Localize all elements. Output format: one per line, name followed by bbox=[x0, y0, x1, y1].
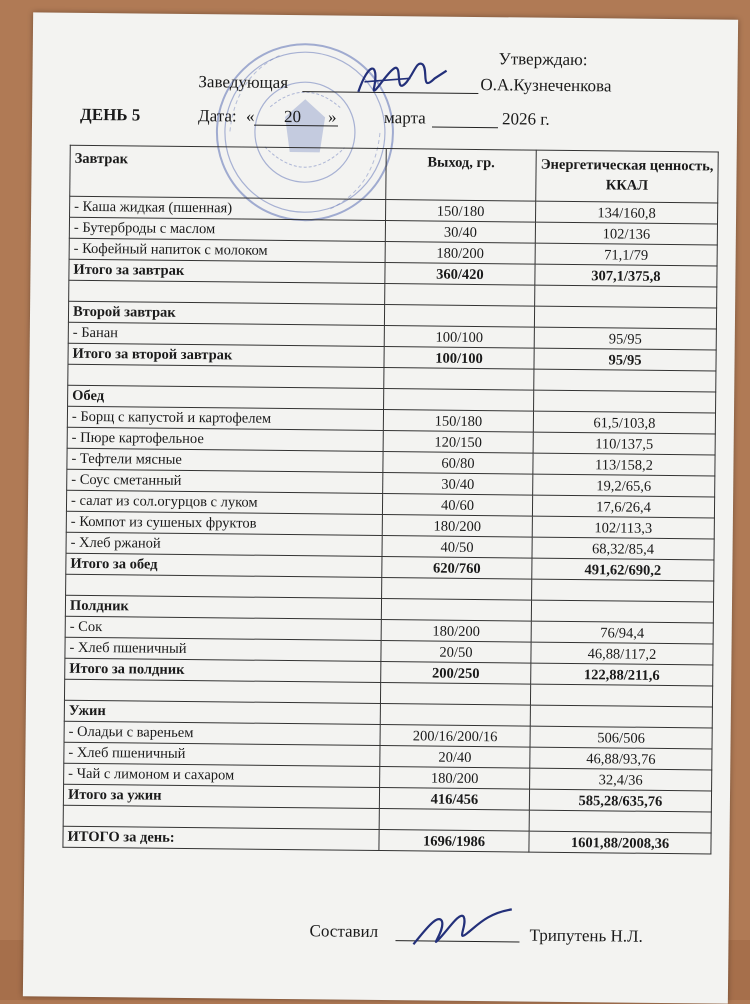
meal-item-cell: Итого за второй завтрак bbox=[68, 343, 384, 367]
meal-item-cell: Итого за ужин bbox=[63, 784, 379, 808]
energy-cell bbox=[534, 369, 716, 392]
date-label: Дата: bbox=[197, 106, 237, 126]
output-cell: 150/180 bbox=[383, 410, 533, 433]
meal-item-cell: Ужин bbox=[64, 700, 380, 724]
output-cell: 100/100 bbox=[384, 347, 534, 370]
energy-cell: 134/160,8 bbox=[536, 201, 718, 224]
meal-item-cell: - Банан bbox=[68, 322, 384, 346]
energy-cell: 102/113,3 bbox=[532, 516, 714, 539]
head-signature-icon bbox=[350, 52, 451, 113]
table-header-row bbox=[70, 145, 718, 203]
column-header-meal: Завтрак bbox=[70, 145, 387, 199]
output-cell bbox=[384, 389, 534, 412]
composer-name: Трипутень Н.Л. bbox=[529, 925, 643, 946]
output-cell: 30/40 bbox=[383, 473, 533, 496]
energy-cell bbox=[532, 579, 714, 602]
energy-cell: 113/158,2 bbox=[533, 453, 715, 476]
meal-item-cell: - салат из сол.огурцов с луком bbox=[66, 490, 382, 514]
energy-cell: 585,28/635,76 bbox=[529, 789, 711, 812]
energy-cell bbox=[529, 810, 711, 833]
energy-cell bbox=[534, 390, 716, 413]
energy-cell: 68,32/85,4 bbox=[532, 537, 714, 560]
energy-cell: 122,88/211,6 bbox=[531, 663, 713, 686]
meal-item-cell: - Каша жидкая (пшенная) bbox=[70, 196, 386, 220]
date-month: марта bbox=[383, 108, 426, 128]
energy-cell bbox=[530, 684, 712, 707]
energy-cell: 102/136 bbox=[535, 222, 717, 245]
energy-cell: 46,88/117,2 bbox=[531, 642, 713, 665]
day-label: ДЕНЬ 5 bbox=[80, 104, 141, 125]
meal-item-cell: Итого за обед bbox=[66, 553, 382, 577]
output-cell: 200/16/200/16 bbox=[380, 725, 530, 748]
date-month-line bbox=[432, 127, 498, 129]
output-cell: 40/50 bbox=[382, 536, 532, 559]
approve-label: Утверждаю: bbox=[498, 49, 588, 70]
meal-item-cell: Полдник bbox=[65, 595, 381, 619]
output-cell: 416/456 bbox=[379, 788, 529, 811]
energy-cell: 110/137,5 bbox=[533, 432, 715, 455]
date-close-quote: » bbox=[327, 107, 337, 127]
meal-item-cell: - Оладьи с вареньем bbox=[64, 721, 380, 745]
meal-item-cell: - Хлеб ржаной bbox=[66, 532, 382, 556]
output-cell: 360/420 bbox=[385, 263, 535, 286]
energy-cell: 17,6/26,4 bbox=[532, 495, 714, 518]
meal-item-cell: - Кофейный напиток с молоком bbox=[69, 238, 385, 262]
output-cell: 150/180 bbox=[386, 200, 536, 223]
output-cell: 180/200 bbox=[385, 242, 535, 265]
meal-item-cell: Второй завтрак bbox=[68, 301, 384, 325]
output-cell bbox=[381, 599, 531, 622]
output-cell: 20/50 bbox=[381, 641, 531, 664]
output-cell: 620/760 bbox=[382, 557, 532, 580]
output-cell: 180/200 bbox=[381, 620, 531, 643]
output-cell: 20/40 bbox=[380, 746, 530, 769]
energy-cell: 95/95 bbox=[534, 348, 716, 371]
meal-item-cell: - Сок bbox=[65, 616, 381, 640]
date-year: 2026 г. bbox=[501, 109, 550, 129]
energy-cell bbox=[531, 600, 713, 623]
meal-item-cell: - Хлеб пшеничный bbox=[64, 742, 380, 766]
energy-cell bbox=[530, 705, 712, 728]
column-header-energy: Энергетическая ценность, ККАЛ bbox=[536, 150, 719, 203]
output-cell: 120/150 bbox=[383, 431, 533, 454]
composer-signature-icon bbox=[407, 896, 518, 957]
meal-item-cell: - Бутерброды с маслом bbox=[69, 217, 385, 241]
meal-item-cell: - Тефтели мясные bbox=[67, 448, 383, 472]
output-cell bbox=[384, 368, 534, 391]
output-cell: 180/200 bbox=[380, 767, 530, 790]
energy-cell bbox=[534, 306, 716, 329]
head-label: Заведующая bbox=[198, 72, 289, 93]
column-header-output: Выход, гр. bbox=[386, 149, 537, 202]
output-cell: 100/100 bbox=[384, 326, 534, 349]
energy-cell: 46,88/93,76 bbox=[530, 747, 712, 770]
meal-item-cell: - Чай с лимоном и сахаром bbox=[64, 763, 380, 787]
output-cell: 200/250 bbox=[381, 662, 531, 685]
energy-cell: 491,62/690,2 bbox=[532, 558, 714, 581]
composed-label: Составил bbox=[309, 921, 379, 941]
meal-item-cell: Обед bbox=[68, 385, 384, 409]
energy-cell: 76/94,4 bbox=[531, 621, 713, 644]
meal-item-cell: - Хлеб пшеничный bbox=[65, 637, 381, 661]
date-day: 20 bbox=[283, 106, 302, 127]
energy-cell: 32,4/36 bbox=[530, 768, 712, 791]
energy-cell: 71,1/79 bbox=[535, 243, 717, 266]
meal-item-cell: - Компот из сушеных фруктов bbox=[66, 511, 382, 535]
output-cell bbox=[382, 578, 532, 601]
meal-item-cell: Итого за завтрак bbox=[69, 259, 385, 283]
energy-cell: 95/95 bbox=[534, 327, 716, 350]
energy-cell: 307,1/375,8 bbox=[535, 264, 717, 287]
meal-item-cell: - Борщ с капустой и картофелем bbox=[67, 406, 383, 430]
output-cell: 40/60 bbox=[382, 494, 532, 517]
head-name: О.А.Кузнеченкова bbox=[480, 75, 612, 96]
output-cell: 1696/1986 bbox=[379, 830, 529, 853]
output-cell: 180/200 bbox=[382, 515, 532, 538]
energy-cell bbox=[535, 285, 717, 308]
meal-item-cell: - Соус сметанный bbox=[67, 469, 383, 493]
date-open-quote: « bbox=[245, 106, 255, 126]
menu-document bbox=[23, 12, 738, 1003]
menu-table bbox=[62, 145, 718, 855]
meal-item-cell: Итого за полдник bbox=[65, 658, 381, 682]
output-cell bbox=[385, 284, 535, 307]
output-cell bbox=[380, 704, 530, 727]
meal-item-cell: ИТОГО за день: bbox=[63, 826, 379, 850]
energy-cell: 61,5/103,8 bbox=[533, 411, 715, 434]
meal-item-cell: - Пюре картофельное bbox=[67, 427, 383, 451]
energy-cell: 19,2/65,6 bbox=[533, 474, 715, 497]
output-cell: 60/80 bbox=[383, 452, 533, 475]
output-cell bbox=[380, 683, 530, 706]
output-cell bbox=[384, 305, 534, 328]
output-cell bbox=[379, 809, 529, 832]
energy-cell: 1601,88/2008,36 bbox=[529, 831, 711, 854]
output-cell: 30/40 bbox=[385, 221, 535, 244]
energy-cell: 506/506 bbox=[530, 726, 712, 749]
